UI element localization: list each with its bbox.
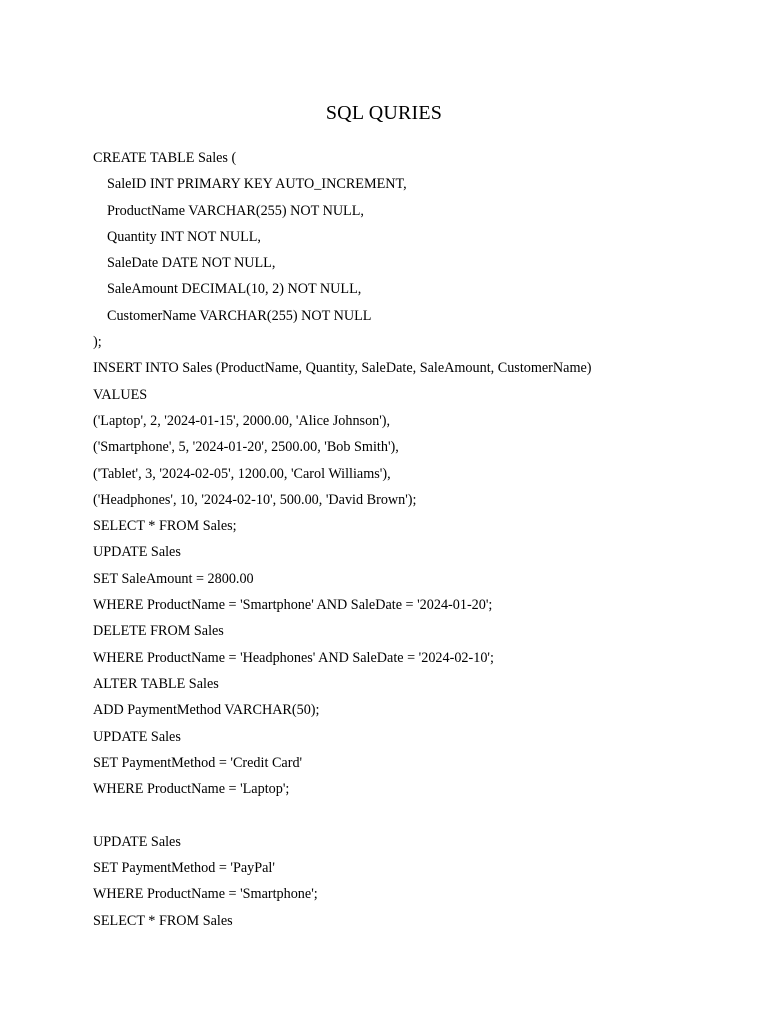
sql-line: WHERE ProductName = 'Smartphone' AND SaleDate = '2024-01-20'; (93, 597, 493, 614)
sql-line: SaleDate DATE NOT NULL, (107, 255, 276, 272)
sql-line: SET PaymentMethod = 'PayPal' (93, 860, 275, 877)
sql-line: SET SaleAmount = 2800.00 (93, 570, 254, 587)
sql-line: UPDATE Sales (93, 544, 181, 561)
sql-line: SELECT * FROM Sales (93, 912, 233, 929)
sql-line: SaleID INT PRIMARY KEY AUTO_INCREMENT, (107, 176, 407, 193)
sql-line: ('Laptop', 2, '2024-01-15', 2000.00, 'Alice Johnson'), (93, 412, 391, 429)
sql-line: DELETE FROM Sales (93, 623, 224, 640)
blank-line (93, 802, 733, 828)
sql-line: CREATE TABLE Sales ( (93, 150, 237, 166)
sql-line: SaleAmount DECIMAL(10, 2) NOT NULL, (107, 281, 362, 298)
sql-line: CustomerName VARCHAR(255) NOT NULL (107, 307, 372, 324)
sql-line: ALTER TABLE Sales (93, 675, 219, 692)
sql-line: SELECT * FROM Sales; (93, 518, 237, 535)
sql-line: WHERE ProductName = 'Laptop'; (93, 781, 290, 798)
sql-line: ADD PaymentMethod VARCHAR(50); (93, 702, 320, 719)
sql-line: ('Smartphone', 5, '2024-01-20', 2500.00, 'Bob Smith'), (93, 439, 399, 456)
sql-line: ); (93, 334, 102, 351)
sql-line: VALUES (93, 386, 148, 403)
sql-line: ('Headphones', 10, '2024-02-10', 500.00, 'David Brown'); (93, 491, 417, 508)
sql-line: UPDATE Sales (93, 833, 181, 850)
sql-line: Quantity INT NOT NULL, (107, 228, 261, 245)
sql-line: WHERE ProductName = 'Smartphone'; (93, 886, 318, 903)
document-title: SQL QURIES (325, 102, 443, 124)
sql-line: INSERT INTO Sales (ProductName, Quantity, SaleDate, SaleAmount, CustomerName) (93, 360, 592, 377)
sql-line: WHERE ProductName = 'Headphones' AND SaleDate = '2024-02-10'; (93, 649, 494, 666)
sql-code-body (93, 145, 733, 934)
sql-line: ProductName VARCHAR(255) NOT NULL, (107, 202, 364, 219)
sql-line: SET PaymentMethod = 'Credit Card' (93, 754, 303, 771)
sql-line: UPDATE Sales (93, 728, 181, 745)
sql-line: ('Tablet', 3, '2024-02-05', 1200.00, 'Carol Williams'), (93, 465, 391, 482)
